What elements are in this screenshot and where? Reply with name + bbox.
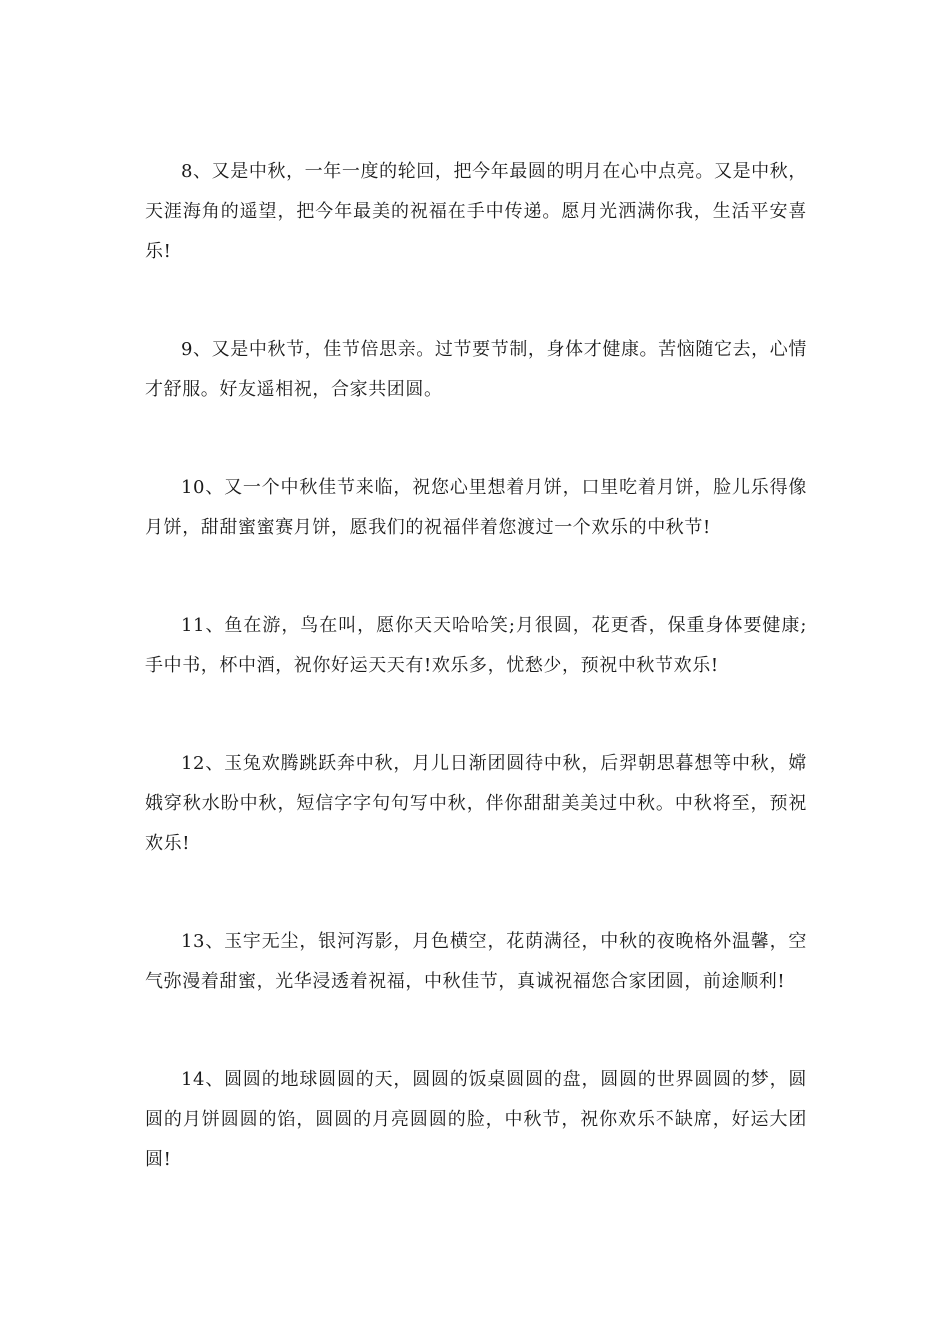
paragraph-8: 8、又是中秋，一年一度的轮回，把今年最圆的明月在心中点亮。又是中秋，天涯海角的遥望，把今年最美的祝福在手中传递。愿月光洒满你我，生活平安喜乐! [145, 161, 807, 262]
paragraph-12: 12、玉兔欢腾跳跃奔中秋，月儿日渐团圆待中秋，后羿朝思暮想等中秋，嫦娥穿秋水盼中秋，短信字字句句写中秋，伴你甜甜美美过中秋。中秋将至，预祝欢乐! [145, 753, 807, 854]
paragraph-9: 9、又是中秋节，佳节倍思亲。过节要节制，身体才健康。苦恼随它去，心情才舒服。好友遥相祝，合家共团圆。 [145, 339, 807, 400]
document-body [145, 152, 807, 1180]
paragraph-11: 11、鱼在游，鸟在叫，愿你天天哈哈笑;月很圆，花更香，保重身体要健康;手中书，杯中酒，祝你好运天天有!欢乐多，忧愁少，预祝中秋节欢乐! [145, 615, 807, 676]
paragraph-10: 10、又一个中秋佳节来临，祝您心里想着月饼，口里吃着月饼，脸儿乐得像月饼，甜甜蜜蜜赛月饼，愿我们的祝福伴着您渡过一个欢乐的中秋节! [145, 477, 807, 538]
paragraph-13: 13、玉宇无尘，银河泻影，月色横空，花荫满径，中秋的夜晚格外温馨，空气弥漫着甜蜜，光华浸透着祝福，中秋佳节，真诚祝福您合家团圆，前途顺利! [145, 931, 807, 992]
paragraph-14: 14、圆圆的地球圆圆的天，圆圆的饭桌圆圆的盘，圆圆的世界圆圆的梦，圆圆的月饼圆圆的馅，圆圆的月亮圆圆的脸，中秋节，祝你欢乐不缺席，好运大团圆! [145, 1069, 807, 1170]
